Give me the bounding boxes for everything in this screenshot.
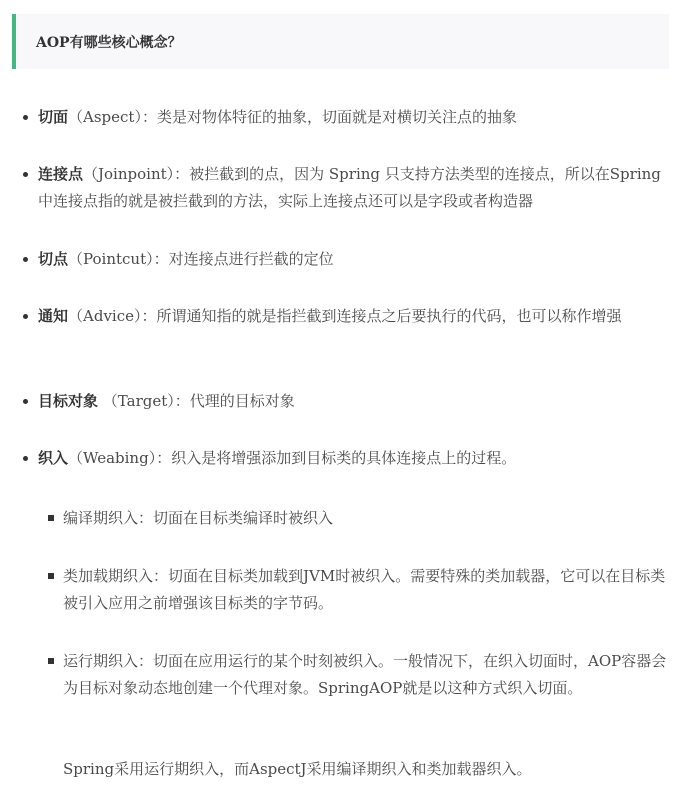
desc-target: （Target）：代理的目标对象 (98, 392, 295, 410)
list-item-weaving (38, 445, 673, 472)
term-joinpoint: 连接点 (38, 165, 84, 183)
list-item-target (38, 388, 673, 415)
term-weaving: 织入 (38, 449, 69, 467)
list-item-joinpoint (38, 161, 673, 215)
term-pointcut: 切点 (38, 250, 69, 268)
desc-aspect: （Aspect）：类是对物体特征的抽象，切面就是对横切关注点的抽象 (68, 108, 517, 126)
term-aspect: 切面 (38, 108, 69, 126)
desc-joinpoint: （Joinpoint）：被拦截到的点，因为 Spring 只支持方法类型的连接点，所以在Spring中连接点指的就是被拦截到的方法，实际上连接点还可以是字段或者构造器 (38, 165, 661, 210)
list-item-advice (38, 303, 673, 330)
subitem-runtime: 运行期织入：切面在应用运行的某个时刻被织入。一般情况下，在织入切面时，AOP容器会为目标对象动态地创建一个代理对象。SpringAOP就是以这种方式织入切面。 (63, 648, 671, 702)
list-item-aspect (38, 104, 673, 131)
question-callout (12, 14, 669, 69)
desc-advice: （Advice）：所谓通知指的就是指拦截到连接点之后要执行的代码，也可以称作增强 (68, 307, 622, 325)
callout-title: AOP有哪些核心概念？ (36, 34, 182, 51)
spring-note: Spring采用运行期织入，而AspectJ采用编译期织入和类加载器织入。 (63, 760, 532, 778)
subitem-classload-time: 类加载期织入：切面在目标类加载到JVM时被织入。需要特殊的类加载器，它可以在目标类被引入应用之前增强该目标类的字节码。 (63, 563, 671, 617)
desc-pointcut: （Pointcut）：对连接点进行拦截的定位 (68, 250, 334, 268)
term-advice: 通知 (38, 307, 69, 325)
list-item-pointcut (38, 246, 673, 273)
subitem-compile-time: 编译期织入：切面在目标类编译时被织入 (63, 505, 671, 532)
desc-weaving: （Weabing）：织入是将增强添加到目标类的具体连接点上的过程。 (68, 449, 517, 467)
term-target: 目标对象 (38, 392, 99, 410)
